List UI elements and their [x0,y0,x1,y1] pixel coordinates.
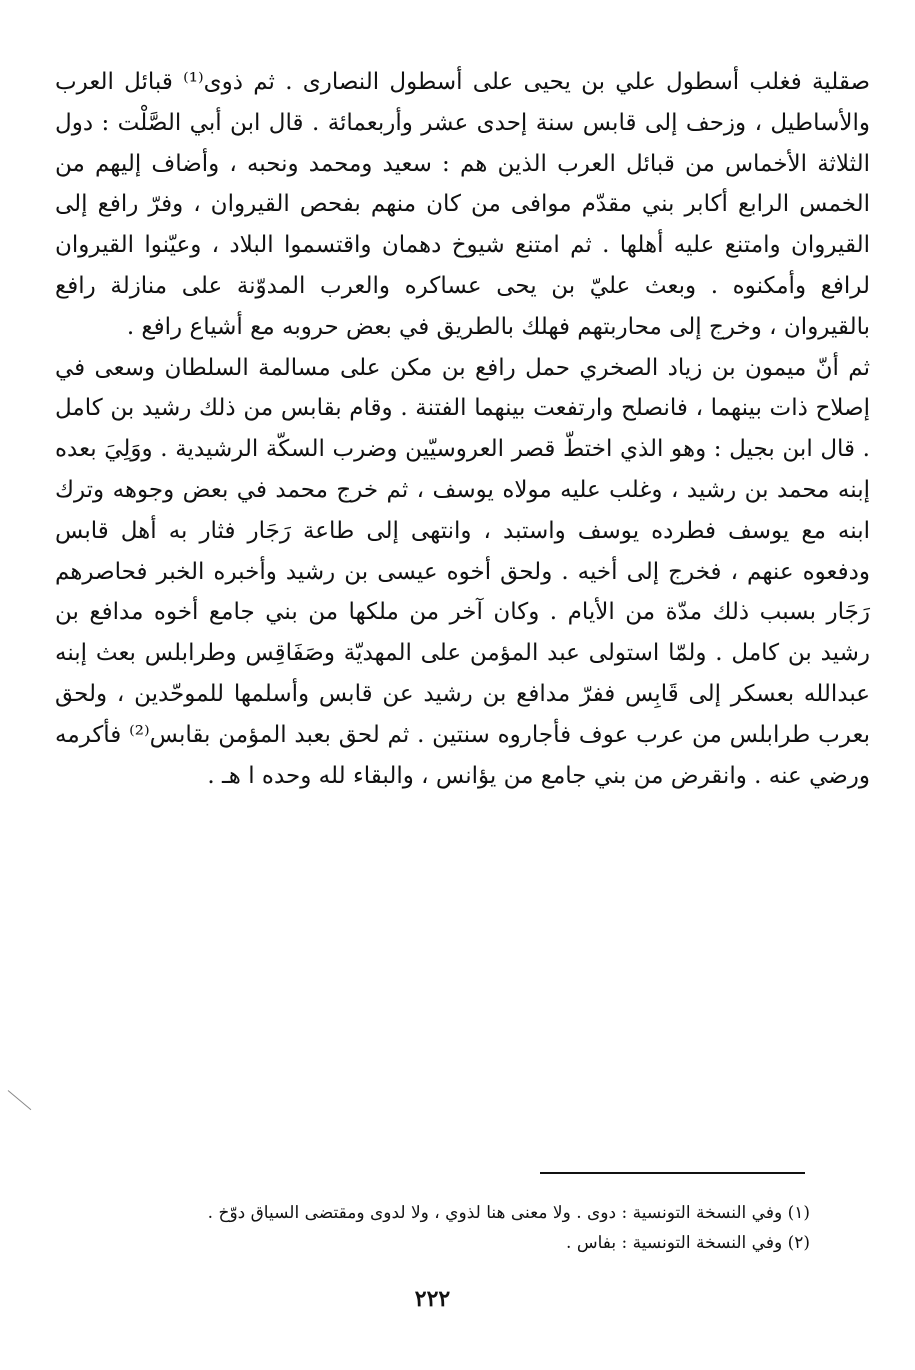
footnote-2: (٢) وفي النسخة التونسية : بفاس . [566,1233,810,1253]
page-number: ٢٢٢ [414,1286,451,1312]
paragraph-1: صقلية فغلب أسطول علي بن يحيى على أسطول النصارى . ثم ذوى⁽¹⁾ قبائل العرب والأساطيل ، وزحف إلى قابس سنة إحدى عشر وأربعمائة . قال ابن أبي الصَّلْت : دول الثلاثة الأخماس من قبائل العرب الذين هم : سعيد ومحمد ونحبه ، وأضاف إليهم من الخمس الرابع أكابر بني مقدّم موافى من كان منهم بفحص القيروان ، وفرّ رافع إلى القيروان وامتنع عليه أهلها . ثم امتنع شيوخ دهمان واقتسموا البلاد ، وعيّنوا القيروان لرافع وأمكنوه . وبعث عليّ بن يحى عساكره والعرب المدوّنة على منازلة رافع بالقيروان ، وخرج إلى محاربتهم فهلك بالطريق في بعض حروبه مع أشياع رافع . [55,69,870,340]
footnote-separator [540,1172,805,1174]
scan-artifact-line [8,1090,32,1110]
main-text [55,62,870,796]
footnotes [120,1198,810,1258]
paragraph-2: ثم أنّ ميمون بن زياد الصخري حمل رافع بن مكن على مسالمة السلطان وسعى في إصلاح ذات بينهما ، فانصلح وارتفعت بينهما الفتنة . وقام بقابس من ذلك رشيد بن كامل . قال ابن بجيل : وهو الذي اختطّ قصر العروسيّين وضرب السكّة الرشيدية . ووَلِيَ بعده إبنه محمد بن رشيد ، وغلب عليه مولاه يوسف ، ثم خرج محمد في بعض وجوهه وترك ابنه مع يوسف فطرده يوسف واستبد ، وانتهى إلى طاعة رَجَار فثار به أهل قابس ودفعوه عنهم ، فخرج إلى أخيه . ولحق أخوه عيسى بن رشيد وأخبره الخبر فحاصرهم رَجَار بسبب ذلك مدّة من الأيام . وكان آخر من ملكها من بني جامع أخوه مدافع بن رشيد بن كامل . ولمّا استولى عبد المؤمن على المهديّة وصَفَاقِس وطرابلس بعث إبنه عبدالله بعسكر إلى قَابِس ففرّ مدافع بن رشيد عن قابس وأسلمها للموحّدين ، ولحق بعرب طرابلس من عرب عوف فأجاروه سنتين . ثم لحق بعبد المؤمن بقابس⁽²⁾ فأكرمه ورضي عنه . وانقرض من بني جامع من يؤانس ، والبقاء لله وحده ا هـ . [55,354,870,789]
footnote-1: (١) وفي النسخة التونسية : دوى . ولا معنى هنا لذوي ، ولا لدوى ومقتضى السياق دوّخ . [207,1203,810,1223]
